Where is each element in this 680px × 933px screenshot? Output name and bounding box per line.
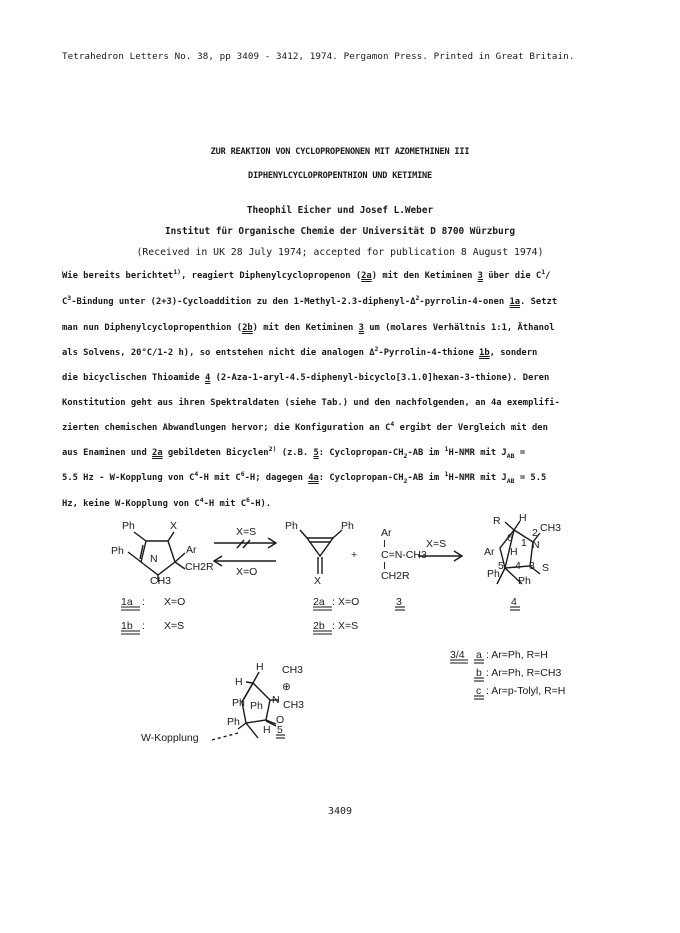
legend-a-letter: a [476, 649, 482, 661]
compound-2a-sep: : [332, 596, 335, 608]
compound-1b-x: X=S [164, 620, 185, 632]
label-plus-5: ⊕ [282, 681, 291, 693]
label-ar-3: Ar [381, 527, 392, 539]
compound-1b: 1b [121, 620, 133, 632]
label-s-4: S [542, 562, 550, 574]
body-line-2: $C^3$-Bindung unter (2+3)-Cycloaddition zu den $1-Methyl-2.3-diphenyl-\Delta^2-pyrrolin-4$-onen 1a. Setzt [62, 294, 558, 307]
label-x-2: X [314, 575, 322, 587]
legend-b-letter: b [476, 667, 482, 679]
label-ph-4b: Ph [518, 575, 531, 587]
label-n6-4: 6 [507, 532, 513, 544]
compound-2b-sep: : [332, 620, 335, 632]
label-ph-5c: Ph [227, 716, 240, 728]
label-ph-5a: Ph [232, 697, 245, 709]
compound-2b-x: X=S [338, 620, 359, 632]
label-n2-4: 2 [532, 527, 538, 539]
label-xo-arrow: X=O [236, 566, 258, 578]
journal-header: Tetrahedron Letters No. 38, pp 3409 - 3412, 1974. Pergamon Press. Printed in Great Britain. [62, 51, 575, 62]
label-h-4: H [519, 512, 527, 524]
legend-b-text: : Ar=Ph, R=CH3 [486, 667, 562, 679]
affiliation: Institut für Organische Chemie der Universität D 8700 Würzburg [165, 226, 515, 237]
label-n4-4: 4 [515, 560, 521, 572]
label-n-4: N [532, 539, 540, 551]
legend-c-text: : Ar=p-Tolyl, R=H [486, 685, 566, 697]
compound-3: 3 [396, 596, 402, 608]
label-ch2r-3: CH2R [381, 570, 410, 582]
paper-title-line-1: ZUR REAKTION VON CYCLOPROPENONEN MIT AZOMETHINEN III [210, 147, 470, 157]
body-line-8: aus Enaminen und 2a gebildeten Bicyclen$^{2)}$ (z.B. 5: Cyclopropan-$CH_2-AB$ im $^1$H-NMR mit $J_{AB}$ = [62, 445, 526, 460]
compound-2a-x: X=O [338, 596, 360, 608]
body-line-6: Konstitution geht aus ihren Spektraldaten (siehe Tab.) und den nachfolgenden, an 4a exemplifi- [62, 398, 560, 408]
label-ph-1b: Ph [111, 545, 124, 557]
pyrroline-ring [141, 541, 175, 575]
body-line-3: man nun Diphenylcyclopropenthion (2b) mit den Ketiminen 3 um (molares Verhältnis 1:1, Äthanol [62, 323, 555, 333]
label-n1-4: 1 [521, 537, 527, 549]
label-ph-2b: Ph [341, 520, 354, 532]
label-h3-5: H [263, 724, 271, 736]
label-ar-1: Ar [186, 544, 197, 556]
label-ch3-5a: CH3 [282, 664, 304, 676]
label-h2-5: H [235, 676, 243, 688]
authors: Theophil Eicher und Josef L.Weber [246, 205, 434, 216]
compound-2b: 2b [313, 620, 325, 632]
compound-2a: 2a [313, 596, 325, 608]
label-w-kopplung: W-Kopplung [141, 732, 199, 744]
label-bond-3b: I [383, 560, 386, 572]
body-line-7: zierten chemischen Abwandlungen hervor; die Konfiguration an $C^4$ ergibt der Vergleich mit den [62, 420, 548, 433]
label-h2-4: H [510, 546, 518, 558]
legend-c-letter: c [476, 685, 482, 697]
label-x-1: X [170, 520, 178, 532]
body-line-9: 5.5 Hz - W-Kopplung von $C^4-H$ mit $C^6-H$; dagegen 4a: Cyclopropan-$CH_2-AB$ im $^1$H-NMR mit $J_{AB} = 5.5$ [62, 470, 547, 485]
body-line-10: Hz, keine W-Kopplung von $C^4-H$ mit $C^6-H$). [62, 496, 272, 509]
label-ch2r-1: CH2R [185, 561, 214, 573]
label-h-5: H [256, 661, 264, 673]
compound-4: 4 [511, 596, 517, 608]
legend-3-4: 3/4 [450, 649, 465, 661]
compound-1b-sep: : [142, 620, 145, 632]
label-ch3-5b: CH3 [283, 699, 305, 711]
label-n-5: N [272, 694, 280, 706]
compound-1a-x: X=O [164, 596, 186, 608]
label-ph-1a: Ph [122, 520, 135, 532]
body-line-5: die bicyclischen Thioamide 4 (2-Aza-1-aryl-4.5-diphenyl-bicyclo[3.1.0]hexan-3-thione). Deren [62, 373, 550, 383]
label-ph-4a: Ph [487, 568, 500, 580]
compound-5: 5 [277, 724, 283, 736]
label-o-5: O [276, 714, 285, 726]
body-line-1: Wie bereits berichtet$^{1)}$, reagiert Diphenylcyclopropenon (2a) mit den Ketiminen 3 über die $C^1/$ [62, 268, 551, 281]
label-ch3-4: CH3 [540, 522, 562, 534]
plus-sign: + [351, 549, 358, 561]
label-bond-3a: I [383, 538, 386, 550]
body-line-4: als Solvens, 20°C/1-2 h), so entstehen nicht die analogen $\Delta^2-Pyrrolin-4$-thione 1b, sondern [62, 345, 538, 358]
label-n5-4: 5 [498, 560, 504, 572]
label-ar-4: Ar [484, 546, 495, 558]
legend-a-text: : Ar=Ph, R=H [486, 649, 548, 661]
label-xs-arrow-2: X=S [426, 538, 447, 550]
compound-1a: 1a [121, 596, 133, 608]
label-ph-5b: Ph [250, 700, 263, 712]
label-r-4: R [493, 515, 501, 527]
label-cn-ch3: C=N-CH3 [381, 549, 427, 561]
paper-title-line-2: DIPHENYLCYCLOPROPENTHION UND KETIMINE [247, 171, 433, 181]
compound-1a-sep: : [142, 596, 145, 608]
received-dates: (Received in UK 28 July 1974; accepted for publication 8 August 1974) [136, 247, 544, 258]
label-n-1: N [150, 553, 158, 565]
label-ch3-1: CH3 [150, 575, 172, 587]
page-number: 3409 [327, 806, 353, 817]
label-xs-arrow: X=S [236, 526, 257, 538]
cyclopropene-ring [307, 538, 333, 556]
label-ph-2a: Ph [285, 520, 298, 532]
label-n3-4: 3 [529, 560, 535, 572]
